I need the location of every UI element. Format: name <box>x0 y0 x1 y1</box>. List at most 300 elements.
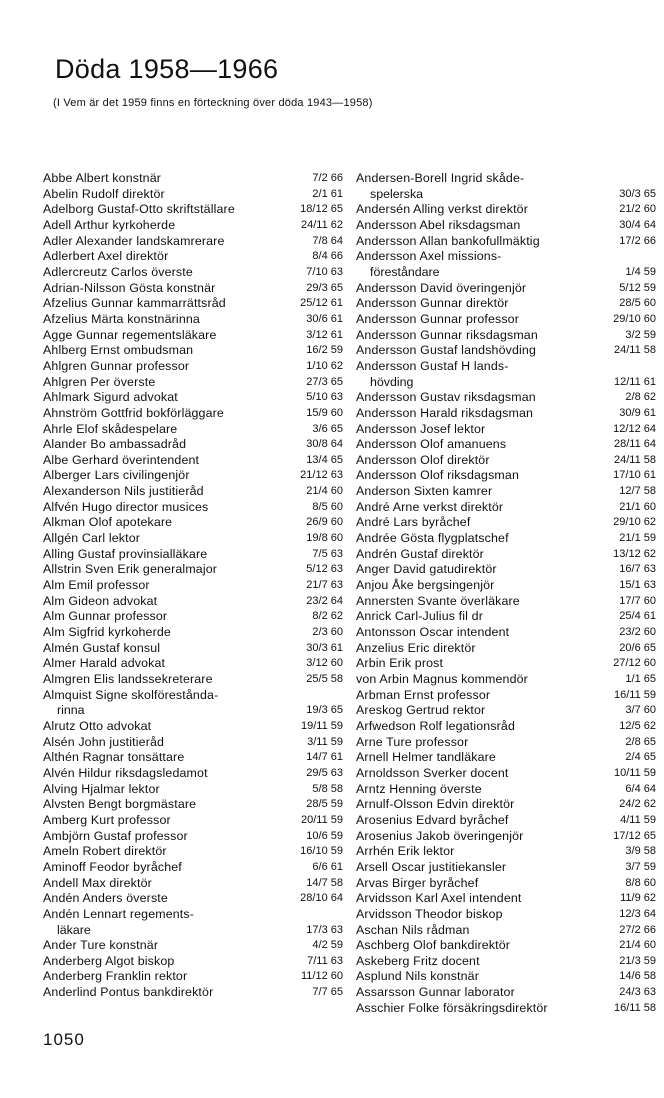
entry-death-date: 18/12 65 <box>300 203 343 216</box>
right-column <box>356 171 656 1016</box>
obituary-entry <box>43 312 343 328</box>
entry-name: Arsell Oscar justitiekansler <box>356 859 507 874</box>
obituary-entry <box>43 343 343 359</box>
entry-name: Andrén Gustaf direktör <box>356 546 484 561</box>
entry-name: Alander Bo ambassadråd <box>43 437 187 452</box>
obituary-entry <box>43 938 343 954</box>
entry-name: Ambjörn Gustaf professor <box>43 828 188 843</box>
obituary-entry <box>356 312 656 328</box>
entry-death-date: 2/3 60 <box>312 626 343 639</box>
obituary-entry <box>356 171 656 202</box>
obituary-entry <box>356 437 656 453</box>
entry-death-date: 14/6 58 <box>619 970 656 983</box>
entry-death-date: 21/1 59 <box>619 532 656 545</box>
entry-name: Ander Ture konstnär <box>43 938 159 953</box>
obituary-entry <box>356 359 656 390</box>
obituary-entry <box>43 719 343 735</box>
entry-death-date: 4/11 59 <box>620 813 656 826</box>
entry-name: Arntz Henning överste <box>356 781 482 796</box>
entry-name: Anderberg Algot biskop <box>43 953 175 968</box>
obituary-entry <box>43 766 343 782</box>
entry-name: André Lars byråchef <box>356 515 471 530</box>
entry-death-date: 21/2 60 <box>619 203 656 216</box>
obituary-entry <box>356 296 656 312</box>
entry-name: Andell Max direktör <box>43 875 152 890</box>
entry-name: Andersson Olof riksdagsman <box>356 468 519 483</box>
entry-death-date: 4/2 59 <box>312 939 343 952</box>
entry-death-date: 12/11 61 <box>613 375 656 388</box>
obituary-entry <box>356 218 656 234</box>
obituary-entry <box>356 813 656 829</box>
entry-death-date: 30/8 64 <box>306 438 343 451</box>
entry-death-date: 24/3 63 <box>619 986 656 999</box>
entry-name: Amberg Kurt professor <box>43 812 171 827</box>
obituary-entry <box>43 218 343 234</box>
entry-death-date: 16/7 63 <box>619 563 656 576</box>
entry-name: Andersson Abel riksdagsman <box>356 217 521 232</box>
entry-name: Andersson Allan bankofullmäktig <box>356 233 540 248</box>
entry-name: Andersson David överingenjör <box>356 280 527 295</box>
obituary-entry <box>356 625 656 641</box>
obituary-entry <box>356 750 656 766</box>
obituary-entry <box>43 782 343 798</box>
entry-name: Alling Gustaf provinsialläkare <box>43 546 208 561</box>
entry-name: Alvsten Bengt borgmästare <box>43 797 197 812</box>
obituary-entry <box>356 202 656 218</box>
entry-death-date: 3/7 60 <box>625 704 656 717</box>
entry-name: Arbin Erik prost <box>356 656 444 671</box>
obituary-entry <box>356 656 656 672</box>
entry-death-date: 11/9 62 <box>620 892 656 905</box>
obituary-entry <box>43 594 343 610</box>
entry-death-date: 10/11 59 <box>613 766 656 779</box>
entry-name: Almer Harald advokat <box>43 656 166 671</box>
entry-name: Alm Gunnar professor <box>43 609 168 624</box>
entry-death-date: 12/7 58 <box>619 485 656 498</box>
entry-name: Andersson Olof direktör <box>356 452 490 467</box>
entry-name: Arrhén Erik lektor <box>356 844 455 859</box>
entry-name: Ahrle Elof skådespelare <box>43 421 178 436</box>
obituary-entry <box>43 954 343 970</box>
obituary-entry <box>43 876 343 892</box>
entry-name: Ahlgren Per överste <box>43 374 156 389</box>
entry-death-date: 21/7 63 <box>306 579 343 592</box>
obituary-entry <box>356 468 656 484</box>
entry-name: Althén Ragnar tonsättare <box>43 750 185 765</box>
entry-name: Alexanderson Nils justitieråd <box>43 484 204 499</box>
entry-name: Arbman Ernst professor <box>356 687 491 702</box>
obituary-entry <box>43 187 343 203</box>
obituary-entry <box>356 923 656 939</box>
page-subtitle: (I Vem är det 1959 finns en förteckning över döda 1943—1958) <box>53 97 373 109</box>
entry-name: Annersten Svante överläkare <box>356 593 520 608</box>
entry-death-date: 24/11 58 <box>613 344 656 357</box>
entry-name: Adelborg Gustaf-Otto skriftställare <box>43 202 235 217</box>
obituary-entry <box>43 672 343 688</box>
entry-name: Alm Gideon advokat <box>43 593 158 608</box>
entry-name: Asplund Nils konstnär <box>356 969 479 984</box>
entry-name-continuation: spelerska <box>370 186 424 201</box>
entry-name: Alm Sigfrid kyrkoherde <box>43 625 171 640</box>
entry-death-date: 5/8 58 <box>312 782 343 795</box>
obituary-entry <box>356 907 656 923</box>
entry-death-date: 25/5 58 <box>306 673 343 685</box>
obituary-entry <box>43 265 343 281</box>
obituary-entry <box>356 515 656 531</box>
obituary-entry <box>43 234 343 250</box>
obituary-entry <box>356 249 656 280</box>
obituary-entry <box>356 860 656 876</box>
entry-death-date: 11/12 60 <box>300 970 343 983</box>
entry-death-date: 1/4 59 <box>625 265 656 278</box>
entry-name: Alvén Hildur riksdagsledamot <box>43 765 208 780</box>
entry-death-date: 3/2 59 <box>625 328 656 341</box>
obituary-entry <box>43 641 343 657</box>
obituary-entry <box>356 938 656 954</box>
entry-death-date: 20/6 65 <box>619 641 656 654</box>
entry-name: Arne Ture professor <box>356 734 469 749</box>
entry-name: Arosenius Jakob överingenjör <box>356 828 524 843</box>
entry-name: Abbe Albert konstnär <box>43 171 162 185</box>
entry-name: Arvidsson Theodor biskop <box>356 906 503 921</box>
entry-death-date: 21/1 60 <box>619 500 656 513</box>
entry-name: Anger David gatudirektör <box>356 562 497 577</box>
entry-death-date: 30/3 61 <box>306 641 343 654</box>
obituary-entry <box>43 375 343 391</box>
obituary-entry <box>356 735 656 751</box>
obituary-entry <box>356 594 656 610</box>
obituary-entry <box>43 969 343 985</box>
entry-name-continuation: hövding <box>370 374 414 389</box>
entry-death-date: 1/10 62 <box>306 359 343 372</box>
entry-death-date: 17/10 61 <box>613 469 656 482</box>
entry-death-date: 29/5 63 <box>306 766 343 779</box>
entry-death-date: 20/11 59 <box>300 813 343 826</box>
entry-death-date: 15/1 63 <box>619 579 656 592</box>
entry-death-date: 27/12 60 <box>613 657 656 670</box>
left-column <box>43 171 343 1001</box>
entry-name: Andersson Harald riksdagsman <box>356 405 534 420</box>
entry-name: Alm Emil professor <box>43 578 150 593</box>
entry-death-date: 2/4 65 <box>625 751 656 764</box>
entry-name: Albe Gerhard överintendent <box>43 452 200 467</box>
entry-death-date: 15/9 60 <box>306 406 343 419</box>
entry-name: Ahlgren Gunnar professor <box>43 358 190 373</box>
obituary-entry <box>43 813 343 829</box>
obituary-entry <box>356 531 656 547</box>
entry-name: Andersén Alling verkst direktör <box>356 202 529 217</box>
obituary-entry <box>356 547 656 563</box>
obituary-entry <box>356 390 656 406</box>
obituary-entry <box>43 891 343 907</box>
entry-death-date: 3/11 59 <box>307 735 343 748</box>
entry-death-date: 29/10 60 <box>613 312 656 325</box>
entry-name: Andersson Gustaf landshövding <box>356 343 536 358</box>
entry-death-date: 13/12 62 <box>613 547 656 560</box>
obituary-entry <box>356 782 656 798</box>
entry-name: Arnoldsson Sverker docent <box>356 765 509 780</box>
obituary-entry <box>43 500 343 516</box>
entry-name: Arvas Birger byråchef <box>356 875 479 890</box>
obituary-entry <box>356 985 656 1001</box>
entry-death-date: 28/11 64 <box>613 438 656 451</box>
obituary-entry <box>356 672 656 688</box>
entry-death-date: 24/2 62 <box>619 798 656 811</box>
entry-name: Arnell Helmer tandläkare <box>356 750 496 765</box>
entry-name: Antonsson Oscar intendent <box>356 625 510 640</box>
entry-death-date: 19/3 65 <box>306 704 343 717</box>
obituary-entry <box>43 829 343 845</box>
entry-death-date: 3/12 61 <box>306 328 343 341</box>
entry-death-date: 25/4 61 <box>619 610 656 623</box>
obituary-entry <box>356 797 656 813</box>
entry-death-date: 30/4 64 <box>619 218 656 231</box>
entry-name: Alsén John justitieråd <box>43 734 165 749</box>
obituary-entry <box>356 281 656 297</box>
obituary-entry <box>43 797 343 813</box>
entry-death-date: 29/10 62 <box>613 516 656 529</box>
obituary-entry <box>43 484 343 500</box>
entry-death-date: 7/2 66 <box>312 172 343 184</box>
entry-name: Anderson Sixten kamrer <box>356 484 493 499</box>
entry-death-date: 13/4 65 <box>306 453 343 466</box>
entry-name: Almén Gustaf konsul <box>43 640 161 655</box>
obituary-entry <box>356 234 656 250</box>
entry-death-date: 12/12 64 <box>613 422 656 435</box>
obituary-entry <box>356 641 656 657</box>
entry-name: Almgren Elis landssekreterare <box>43 672 213 686</box>
entry-name: Andrée Gösta flygplatschef <box>356 531 509 546</box>
entry-name: Almquist Signe skolförestånda- <box>43 687 219 702</box>
entry-name: Afzelius Gunnar kammarrättsråd <box>43 296 226 311</box>
entry-death-date: 21/3 59 <box>619 954 656 967</box>
obituary-entry <box>356 954 656 970</box>
entry-death-date: 24/11 62 <box>300 218 343 231</box>
entry-name: Arvidsson Karl Axel intendent <box>356 891 522 906</box>
obituary-entry <box>356 609 656 625</box>
entry-death-date: 3/7 59 <box>625 860 656 873</box>
entry-death-date: 28/5 59 <box>306 798 343 811</box>
entry-name: Aminoff Feodor byråchef <box>43 859 182 874</box>
obituary-entry <box>356 406 656 422</box>
entry-name: Alberger Lars civilingenjör <box>43 468 190 483</box>
entry-death-date: 8/5 60 <box>312 500 343 513</box>
obituary-entry <box>43 468 343 484</box>
entry-death-date: 30/6 61 <box>306 312 343 325</box>
entry-name: Assarsson Gunnar laborator <box>356 985 515 1000</box>
entry-name: Arfwedson Rolf legationsråd <box>356 718 516 733</box>
entry-death-date: 5/10 63 <box>306 391 343 404</box>
entry-death-date: 2/8 62 <box>625 391 656 404</box>
obituary-entry <box>356 891 656 907</box>
entry-death-date: 12/3 64 <box>619 907 656 920</box>
obituary-entry <box>43 249 343 265</box>
entry-name: Alrutz Otto advokat <box>43 718 152 733</box>
obituary-entry <box>43 750 343 766</box>
obituary-entry <box>356 422 656 438</box>
obituary-entry <box>356 766 656 782</box>
obituary-entry <box>356 876 656 892</box>
obituary-entry <box>43 296 343 312</box>
entry-name-continuation: läkare <box>57 922 91 937</box>
obituary-entry <box>43 609 343 625</box>
entry-death-date: 7/5 63 <box>312 547 343 560</box>
obituary-entry <box>356 578 656 594</box>
obituary-entry <box>356 562 656 578</box>
obituary-entry <box>43 907 343 938</box>
obituary-entry <box>356 969 656 985</box>
entry-death-date: 23/2 60 <box>619 626 656 639</box>
entry-death-date: 3/12 60 <box>306 657 343 670</box>
entry-name: Aschan Nils rådman <box>356 922 470 937</box>
entry-name: Andersson Gunnar riksdagsman <box>356 327 538 342</box>
obituary-entry <box>43 860 343 876</box>
entry-name: Afzelius Märta konstnärinna <box>43 311 200 326</box>
entry-death-date: 26/9 60 <box>306 516 343 529</box>
obituary-entry <box>43 531 343 547</box>
entry-name: von Arbin Magnus kommendör <box>356 672 528 686</box>
entry-death-date: 19/8 60 <box>306 532 343 545</box>
obituary-entry <box>43 453 343 469</box>
entry-name: Anjou Åke bergsingenjör <box>356 578 495 593</box>
entry-name-continuation: föreståndare <box>370 264 440 279</box>
entry-death-date: 16/11 59 <box>613 688 656 701</box>
entry-name: Ameln Robert direktör <box>43 844 167 859</box>
entry-name: Askeberg Fritz docent <box>356 953 480 968</box>
entry-death-date: 1/1 65 <box>625 673 656 685</box>
entry-name-continuation: rinna <box>57 703 85 718</box>
entry-name: Adell Arthur kyrkoherde <box>43 217 176 232</box>
obituary-entry <box>356 500 656 516</box>
entry-death-date: 7/8 64 <box>312 234 343 247</box>
obituary-entry <box>43 422 343 438</box>
entry-name: Andersson Axel missions- <box>356 249 502 264</box>
obituary-entry <box>356 719 656 735</box>
entry-death-date: 23/2 64 <box>306 594 343 607</box>
entry-death-date: 30/9 61 <box>619 406 656 419</box>
entry-death-date: 24/11 58 <box>613 453 656 466</box>
entry-name: Andersson Gustaf H lands- <box>356 358 509 373</box>
obituary-entry <box>356 844 656 860</box>
entry-death-date: 5/12 59 <box>619 281 656 294</box>
entry-death-date: 8/4 66 <box>312 250 343 263</box>
entry-death-date: 2/1 61 <box>312 187 343 200</box>
obituary-entry <box>356 328 656 344</box>
entry-name: Agge Gunnar regementsläkare <box>43 327 217 342</box>
obituary-entry <box>43 390 343 406</box>
entry-name: Andersen-Borell Ingrid skåde- <box>356 171 525 185</box>
entry-name: Arnulf-Olsson Edvin direktör <box>356 797 515 812</box>
obituary-entry <box>356 688 656 704</box>
entry-death-date: 21/4 60 <box>306 485 343 498</box>
entry-death-date: 30/3 65 <box>619 187 656 200</box>
entry-name: Adler Alexander landskamrerare <box>43 233 225 248</box>
entry-name: Abelin Rudolf direktör <box>43 186 165 201</box>
entry-name: Anrick Carl-Julius fil dr <box>356 609 483 624</box>
entry-death-date: 17/3 63 <box>306 923 343 936</box>
entry-name: Ahnström Gottfrid bokförläggare <box>43 405 224 420</box>
obituary-entry <box>43 406 343 422</box>
obituary-entry <box>43 547 343 563</box>
obituary-entry <box>43 359 343 375</box>
entry-death-date: 19/11 59 <box>300 719 343 732</box>
entry-name: Ahlmark Sigurd advokat <box>43 390 178 405</box>
obituary-entry <box>43 437 343 453</box>
obituary-entry <box>43 688 343 719</box>
entry-death-date: 16/10 59 <box>300 845 343 858</box>
entry-name: Asschier Folke försäkringsdirektör <box>356 1000 548 1015</box>
obituary-entry <box>356 484 656 500</box>
obituary-entry <box>43 844 343 860</box>
entry-name: Areskog Gertrud rektor <box>356 703 486 718</box>
entry-death-date: 16/2 59 <box>306 344 343 357</box>
page-number: 1050 <box>43 1030 85 1049</box>
entry-death-date: 28/10 64 <box>300 892 343 905</box>
entry-name: Andersson Gunnar direktör <box>356 296 509 311</box>
entry-name: Adlerbert Axel direktör <box>43 249 169 264</box>
obituary-entry <box>356 703 656 719</box>
entry-name: Adrian-Nilsson Gösta konstnär <box>43 280 216 295</box>
entry-name: Andersson Josef lektor <box>356 421 486 436</box>
entry-death-date: 21/12 63 <box>300 469 343 482</box>
entry-death-date: 3/9 58 <box>625 845 656 858</box>
obituary-entry <box>43 328 343 344</box>
obituary-entry <box>43 656 343 672</box>
entry-name: Alfvén Hugo director musices <box>43 499 209 514</box>
obituary-entry <box>356 1001 656 1017</box>
entry-name: Adlercreutz Carlos överste <box>43 264 193 279</box>
obituary-entry <box>43 578 343 594</box>
obituary-entry <box>43 985 343 1001</box>
entry-name: Andén Anders överste <box>43 891 168 906</box>
entry-death-date: 27/3 65 <box>306 375 343 388</box>
entry-death-date: 6/6 61 <box>312 860 343 873</box>
entry-death-date: 3/6 65 <box>312 422 343 435</box>
entry-name: Anderberg Franklin rektor <box>43 969 188 984</box>
entry-name: Anzelius Eric direktör <box>356 640 476 655</box>
entry-death-date: 6/4 64 <box>625 782 656 795</box>
entry-name: Anderlind Pontus bankdirektör <box>43 985 214 1000</box>
entry-death-date: 7/7 65 <box>312 986 343 999</box>
obituary-entry <box>43 202 343 218</box>
entry-death-date: 29/3 65 <box>306 281 343 294</box>
entry-death-date: 21/4 60 <box>619 939 656 952</box>
entry-name: Alving Hjalmar lektor <box>43 781 160 796</box>
obituary-entry <box>356 829 656 845</box>
entry-death-date: 17/7 60 <box>619 594 656 607</box>
obituary-entry <box>43 281 343 297</box>
entry-death-date: 12/5 62 <box>619 719 656 732</box>
page-title: Döda 1958—1966 <box>55 54 279 84</box>
entry-name: Allstrin Sven Erik generalmajor <box>43 562 218 577</box>
entry-name: Andersson Olof amanuens <box>356 437 507 452</box>
entry-death-date: 17/2 66 <box>619 234 656 247</box>
entry-death-date: 28/5 60 <box>619 297 656 310</box>
entry-death-date: 8/8 60 <box>625 876 656 889</box>
entry-name: Arosenius Edvard byråchef <box>356 812 509 827</box>
entry-death-date: 14/7 61 <box>306 751 343 764</box>
entry-death-date: 10/6 59 <box>306 829 343 842</box>
entry-death-date: 14/7 58 <box>306 876 343 889</box>
entry-death-date: 25/12 61 <box>300 297 343 310</box>
entry-name: André Arne verkst direktör <box>356 499 504 514</box>
entry-death-date: 5/12 63 <box>306 563 343 576</box>
entry-name: Andén Lennart regements- <box>43 906 195 921</box>
obituary-entry <box>356 453 656 469</box>
entry-name: Aschberg Olof bankdirektör <box>356 938 511 953</box>
obituary-entry <box>43 515 343 531</box>
entry-death-date: 7/11 63 <box>307 954 343 967</box>
